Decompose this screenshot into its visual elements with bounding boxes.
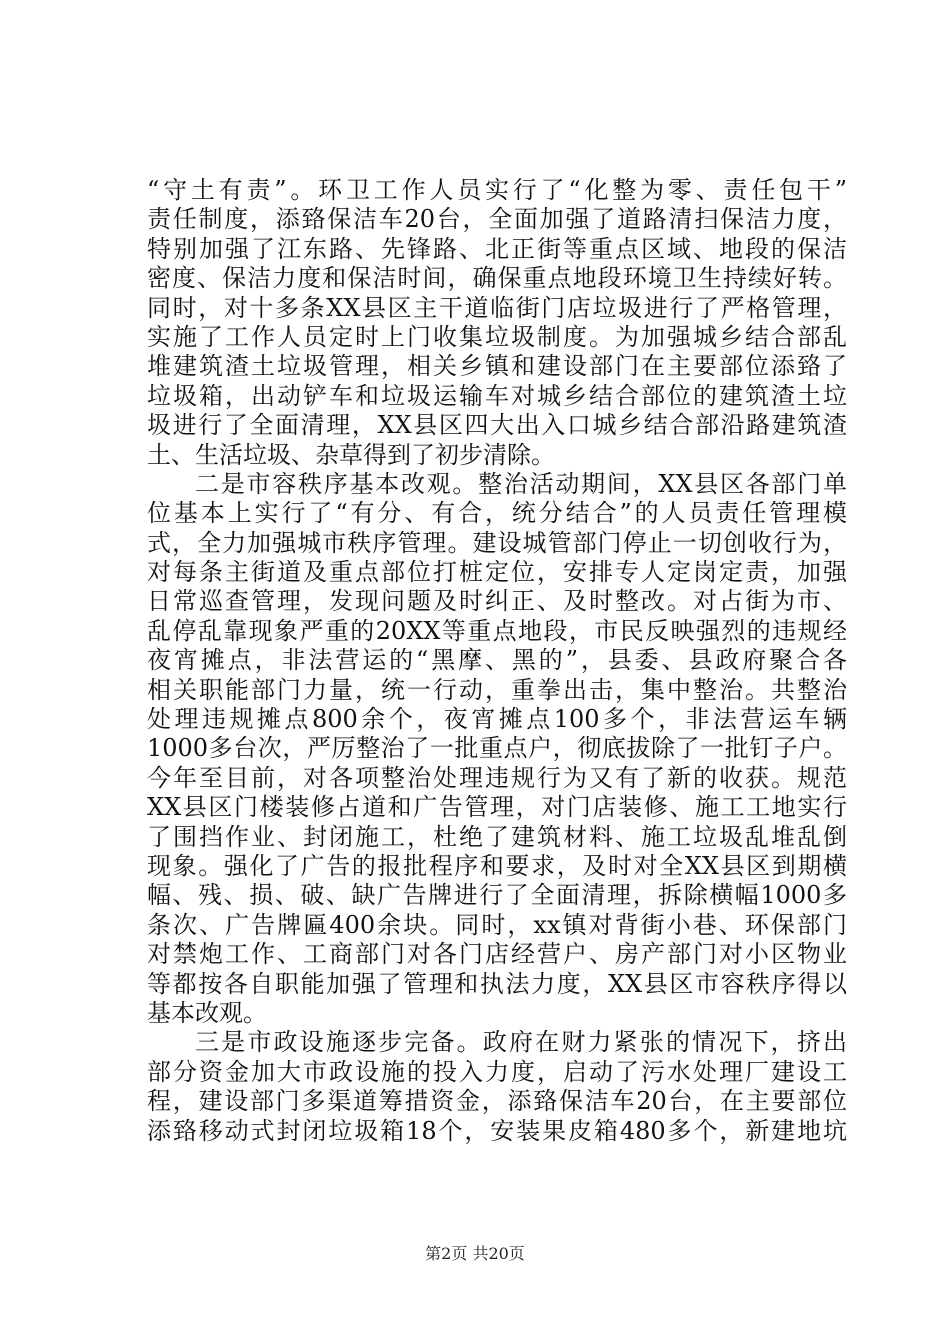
text-line: 同时，对十多条XX县区主干道临街门店垃圾进行了严格管理， <box>147 293 847 322</box>
text-line: 二是市容秩序基本改观。整治活动期间，XX县区各部门单 <box>195 469 847 498</box>
text-line: 等都按各自职能加强了管理和执法力度，XX县区市容秩序得以 <box>147 969 847 998</box>
page-footer: 第2页 共20页 <box>425 1244 525 1263</box>
text-line: 对每条主街道及重点部位打桩定位，安排专人定岗定责，加强 <box>147 558 847 587</box>
text-line: 密度、保洁力度和保洁时间，确保重点地段环境卫生持续好转。 <box>147 264 847 293</box>
text-line: 实施了工作人员定时上门收集垃圾制度。为加强城乡结合部乱 <box>147 322 847 351</box>
text-line: 夜宵摊点，非法营运的“黑摩、黑的”，县委、县政府聚合各 <box>147 646 847 675</box>
text-line: “守土有责”。环卫工作人员实行了“化整为零、责任包干” <box>147 176 847 204</box>
text-line: 幅、残、损、破、缺广告牌进行了全面清理，拆除横幅1000多 <box>147 881 847 910</box>
text-line: 部分资金加大市政设施的投入力度，启动了污水处理厂建设工 <box>147 1057 847 1086</box>
text-line: 程，建设部门多渠道筹措资金，添臵保洁车20台，在主要部位 <box>147 1087 847 1116</box>
text-line: 相关职能部门力量，统一行动，重拳出击，集中整治。共整治 <box>147 675 847 704</box>
text-line: 处理违规摊点800余个，夜宵摊点100多个，非法营运车辆 <box>147 705 847 734</box>
text-line: 基本改观。 <box>147 998 267 1027</box>
text-line: 圾进行了全面清理，XX县区四大出入口城乡结合部沿路建筑渣 <box>147 411 847 440</box>
text-line: 现象。强化了广告的报批程序和要求，及时对全XX县区到期横 <box>147 851 847 880</box>
text-line: 1000多台次，严厉整治了一批重点户，彻底拔除了一批钉子户。 <box>147 734 847 763</box>
text-line: 今年至目前，对各项整治处理违规行为又有了新的收获。规范 <box>147 763 847 792</box>
text-line: 条次、广告牌匾400余块。同时，xx镇对背街小巷、环保部门 <box>147 910 847 939</box>
text-line: XX县区门楼装修占道和广告管理，对门店装修、施工工地实行 <box>147 793 847 822</box>
text-line: 了围挡作业、封闭施工，杜绝了建筑材料、施工垃圾乱堆乱倒 <box>147 822 847 851</box>
text-line: 式，全力加强城市秩序管理。建设城管部门停止一切创收行为， <box>147 528 847 557</box>
text-line: 垃圾箱，出动铲车和垃圾运输车对城乡结合部位的建筑渣土垃 <box>147 381 847 410</box>
text-line: 责任制度，添臵保洁车20台，全面加强了道路清扫保洁力度， <box>147 205 847 234</box>
text-line: 乱停乱靠现象严重的20XX等重点地段，市民反映强烈的违规经 <box>147 616 847 645</box>
text-line: 堆建筑渣土垃圾管理，相关乡镇和建设部门在主要部位添臵了 <box>147 352 847 381</box>
text-line: 土、生活垃圾、杂草得到了初步清除。 <box>147 440 555 469</box>
text-line: 特别加强了江东路、先锋路、北正街等重点区域、地段的保洁 <box>147 234 847 263</box>
text-line: 添臵移动式封闭垃圾箱18个，安装果皮箱480多个，新建地坑 <box>147 1116 847 1145</box>
text-line: 位基本上实行了“有分、有合，统分结合”的人员责任管理模 <box>147 499 847 528</box>
text-line: 日常巡查管理，发现问题及时纠正、及时整改。对占街为市、 <box>147 587 847 616</box>
text-line: 三是市政设施逐步完备。政府在财力紧张的情况下，挤出 <box>195 1028 847 1057</box>
document-body <box>147 176 847 1146</box>
text-line: 对禁炮工作、工商部门对各门店经营户、房产部门对小区物业 <box>147 940 847 969</box>
